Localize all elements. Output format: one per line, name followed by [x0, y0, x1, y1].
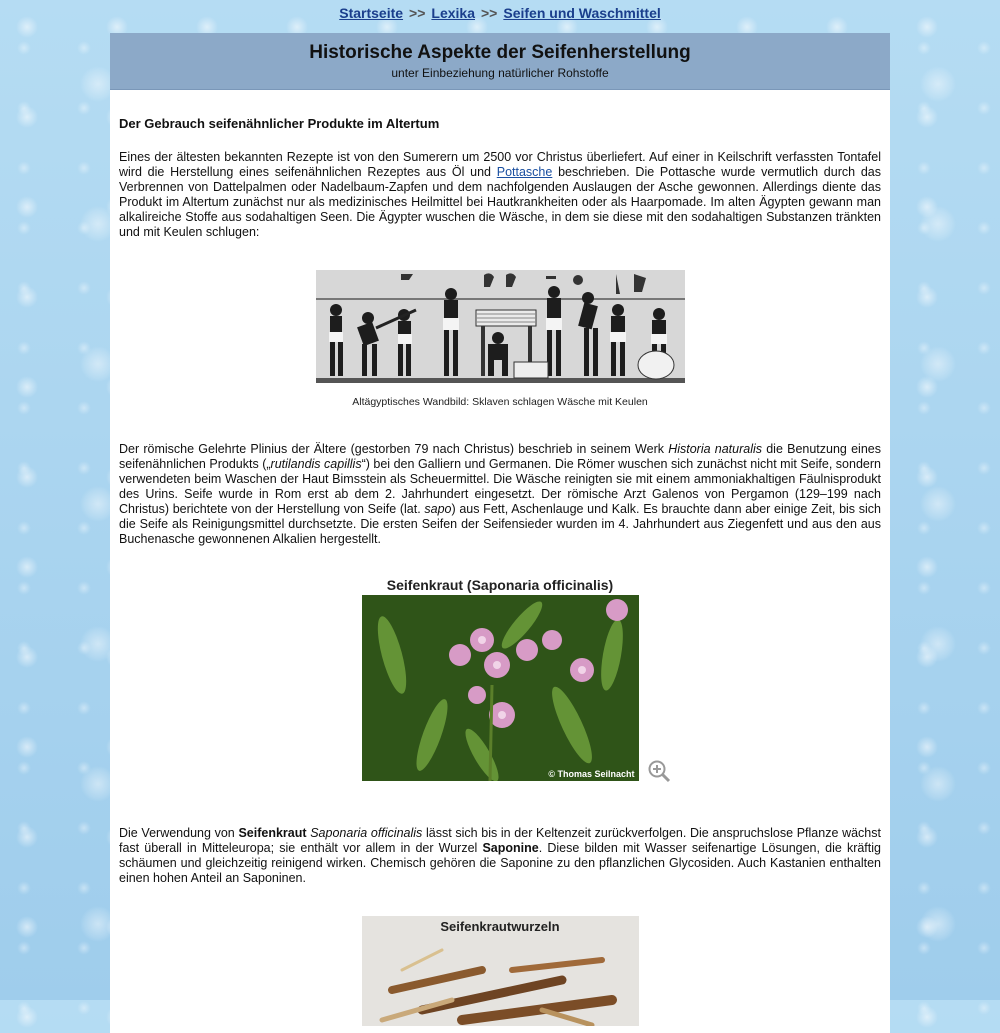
bold-text: Saponine [482, 841, 539, 855]
seifenkraut-image-wrap [362, 577, 639, 781]
zoom-in-icon[interactable] [647, 759, 669, 781]
text: “) bei den Galliern und Germanen. Die Römer wuschen sich zunächst nicht mit Seife, sondern verwendeten beim Waschen der Haut Bimsstein als Scheuermittel. Die Wäsche reinigten sie mit einem ammoniakhaltigen Fäulnisprodukt des Urins. Seife wurde in Rom erst ab dem 2. Jahrhundert eingesetzt. Der römische Arzt Galenos von Pergamon (129–199 nach Christus) berichtete von der Herstellung von Seife (lat. [119, 457, 881, 516]
figure-wall-painting [119, 240, 881, 408]
bold-text: Seifenkraut [238, 826, 307, 840]
paragraph-plinius [119, 442, 881, 547]
text: lässt sich bis in der Keltenzeit zurückverfolgen. Die anspruchslose Pflanze wächst fast überall in Mitteleuropa; sie enthält vor allem in der Wurzel [119, 826, 881, 855]
main-content [110, 116, 890, 1031]
breadcrumb-separator: >> [481, 5, 498, 21]
breadcrumb-link-startseite[interactable]: Startseite [339, 5, 404, 21]
text: ) aus Fett, Aschenlauge und Kalk. Es brauchte dann aber einige Zeit, bis sich die Seife als Reinigungsmittel durchsetzte. Die ersten Seifen der Seifensieder wurden im 4. Jahrhundert aus Ziegenfett und aus den aus Buchenasche gewonnenen Alkalien hergestellt. [119, 502, 881, 546]
page-container [110, 33, 890, 1033]
breadcrumb [0, 5, 1000, 21]
roots-image-wrap [362, 916, 639, 1026]
text: beschrieben. Die Pottasche wurde vermutlich durch das Verbrennen von Dattelpalmen oder Nadelbaum-Zapfen und dem nachfolgenden Auslaugen der Asche gewonnen. Allerdings diente das Produkt im Altertum zunächst nur als medizinisches Heilmittel bei Hautkrankheiten oder als Haarpomade. Im alten Ägypten gewann man alkalireiche Stoffe aus sodahaltigen Seen. Die Ägypter wuschen die Wäsche, in dem sie diese mit den sodahaltigen Substanzen tränkten und mit Keulen schlugen: [119, 165, 881, 239]
italic-text: Saponaria officinalis [310, 826, 423, 840]
page-title: Historische Aspekte der Seifenherstellung [309, 42, 691, 63]
seifenkraut-image-title: Seifenkraut (Saponaria officinalis) [386, 577, 614, 593]
text: Der römische Gelehrte Plinius der Ältere (gestorben 79 nach Christus) beschrieb in seinem Werk [119, 442, 669, 456]
text: . Diese bilden mit Wasser seifenartige Lösungen, die kräftig schäumen und gleichzeitig reinigend wirken. Chemisch gehören die Saponine zu den pflanzlichen Glycosiden. Auch Kastanien enthalten einen hohen Anteil an Saponinen. [119, 841, 881, 885]
text: Eines der ältesten bekannten Rezepte ist von den Sumerern um 2500 vor Christus überliefert. Auf einer in Keilschrift verfassten Tontafel wird die Herstellung eines seifenähnlichen Rezeptes aus Öl und [119, 150, 881, 179]
italic-text: rutilandis capillis [270, 457, 362, 471]
italic-text: Historia naturalis [668, 442, 763, 456]
figure-caption: Altägyptisches Wandbild: Sklaven schlagen Wäsche mit Keulen [352, 396, 648, 408]
breadcrumb-link-lexika[interactable]: Lexika [431, 5, 475, 21]
paragraph-seifenkraut [119, 826, 881, 886]
text: Die Verwendung von [119, 826, 239, 840]
breadcrumb-link-seifen[interactable]: Seifen und Waschmittel [503, 5, 661, 21]
italic-text: sapo [424, 502, 452, 516]
breadcrumb-separator: >> [409, 5, 426, 21]
page-subtitle: unter Einbeziehung natürlicher Rohstoffe [391, 66, 609, 80]
seifenkrautwurzeln-image[interactable] [362, 916, 639, 1026]
egyptian-wall-painting-image [316, 270, 685, 383]
seifenkraut-image[interactable] [362, 595, 639, 781]
paragraph-sumerer [119, 150, 881, 240]
pottasche-link[interactable]: Pottasche [496, 165, 553, 179]
image-credit: © Thomas Seilnacht [548, 769, 635, 779]
roots-image-title: Seifenkrautwurzeln [440, 919, 560, 934]
page-header [110, 33, 890, 90]
figure-seifenkrautwurzeln [119, 886, 881, 1031]
section-heading: Der Gebrauch seifenähnlicher Produkte im Altertum [119, 116, 440, 131]
figure-seifenkraut [119, 547, 881, 786]
text: die Benutzung eines seifenähnlichen Produkts („ [119, 442, 881, 471]
